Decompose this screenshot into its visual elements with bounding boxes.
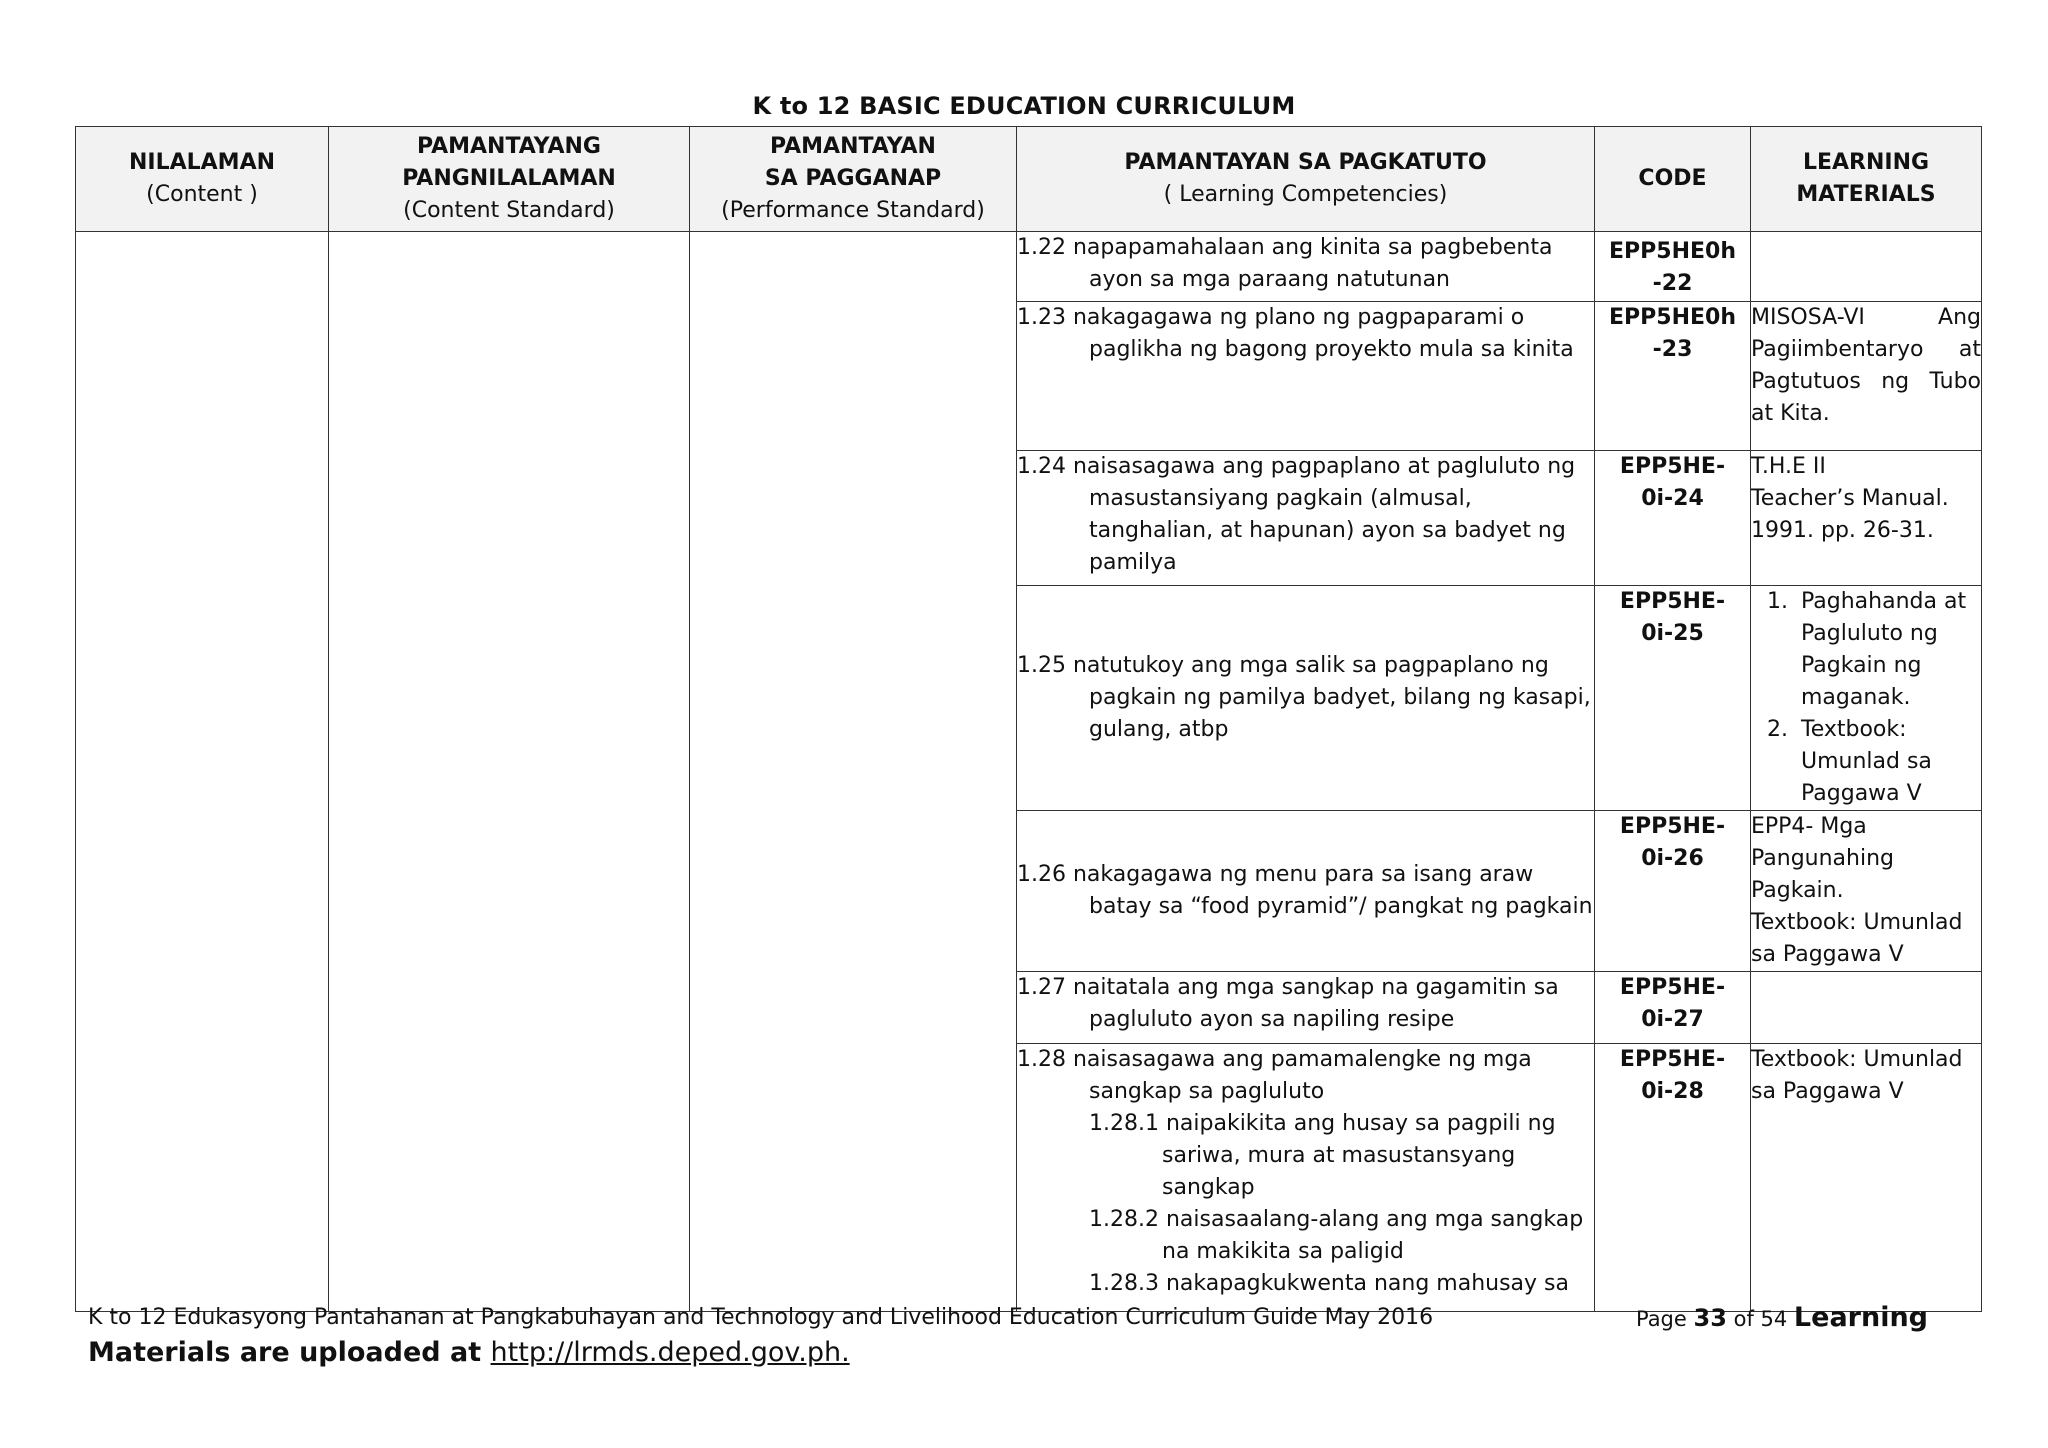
code-line: -23	[1652, 337, 1693, 362]
competency-cell	[1017, 451, 1595, 586]
code-line: 0i-25	[1641, 621, 1704, 646]
header-performance-standard	[690, 127, 1017, 232]
content-cell	[76, 232, 329, 1312]
competency-cell	[1017, 1044, 1595, 1312]
sub-competency: 1.28.3 nakapagkukwenta nang mahusay sa	[1089, 1271, 1569, 1296]
sub-competency: 1.28.2 naisasaalang-alang ang mga sangkap	[1089, 1207, 1584, 1232]
header-materials-title-1: LEARNING	[1802, 150, 1930, 175]
header-content-subtitle: (Content )	[146, 182, 258, 207]
code-cell	[1595, 451, 1751, 586]
code-cell	[1595, 232, 1751, 302]
header-competencies-subtitle: ( Learning Competencies)	[1163, 182, 1448, 207]
header-competencies	[1017, 127, 1595, 232]
competency-text-continued: sangkap sa pagluluto	[1089, 1079, 1325, 1104]
header-performance-standard-title-1: PAMANTAYAN	[770, 134, 936, 159]
materials-line: Textbook: Umunlad sa Paggawa V	[1751, 910, 1963, 967]
competency-text: 1.25 natutukoy ang mga salik sa pagpaplano ng	[1017, 653, 1549, 678]
code-line: EPP5HE-	[1619, 454, 1726, 479]
materials-text: MISOSA-VI Ang Pagiimbentaryo at Pagtutuos ng Tubo at Kita.	[1751, 305, 1981, 426]
materials-text: Textbook: Umunlad sa Paggawa V	[1751, 1047, 1963, 1104]
header-competencies-title: PAMANTAYAN SA PAGKATUTO	[1124, 150, 1487, 175]
header-content-standard-title-1: PAMANTAYANG	[416, 134, 601, 159]
code-line: 0i-26	[1641, 846, 1704, 871]
page-number: 33	[1693, 1304, 1727, 1332]
table-row	[76, 232, 1982, 302]
materials-list	[1751, 586, 1981, 810]
sub-competency: 1.28.1 naipakikita ang husay sa pagpili ng	[1089, 1111, 1556, 1136]
competency-text-continued: masustansiyang pagkain (almusal, tanghalian, at hapunan) ayon sa badyet ng pamilya	[1089, 486, 1566, 575]
competency-cell	[1017, 811, 1595, 972]
materials-cell	[1751, 232, 1982, 302]
materials-cell	[1751, 451, 1982, 586]
materials-line: EPP4- Mga	[1751, 814, 1867, 839]
code-line: EPP5HE0h	[1609, 239, 1736, 264]
competency-text: 1.22 napapamahalaan ang kinita sa pagbebenta	[1017, 235, 1553, 260]
competency-text: 1.28 naisasagawa ang pamamalengke ng mga	[1017, 1047, 1532, 1072]
header-content-standard-title-2: PANGNILALAMAN	[402, 166, 616, 191]
materials-cell	[1751, 972, 1982, 1044]
code-line: EPP5HE-	[1619, 814, 1726, 839]
sub-competency-continued: sariwa, mura at masustansyang sangkap	[1162, 1143, 1516, 1200]
competency-cell	[1017, 972, 1595, 1044]
header-code-title: CODE	[1638, 166, 1707, 191]
learning-word: Learning	[1793, 1302, 1928, 1333]
header-content	[76, 127, 329, 232]
code-line: 0i-27	[1641, 1007, 1704, 1032]
competency-text: 1.23 nakagagawa ng plano ng pagpaparami o	[1017, 305, 1525, 330]
materials-uploaded-text: Materials are uploaded at	[88, 1337, 482, 1368]
materials-line: Pangunahing	[1751, 846, 1894, 871]
code-line: EPP5HE-	[1619, 589, 1726, 614]
code-cell	[1595, 972, 1751, 1044]
page-label: Page	[1635, 1307, 1687, 1331]
code-cell	[1595, 811, 1751, 972]
document-title: K to 12 BASIC EDUCATION CURRICULUM	[752, 92, 1296, 120]
code-line: 0i-24	[1641, 486, 1704, 511]
competency-text-continued: ayon sa mga paraang natutunan	[1089, 267, 1450, 292]
header-content-standard	[329, 127, 690, 232]
materials-line: T.H.E II	[1751, 454, 1826, 479]
curriculum-guide-text: K to 12 Edukasyong Pantahanan at Pangkabuhayan and Technology and Livelihood Education Curriculum Guide May 2016	[88, 1305, 1434, 1330]
code-line: -22	[1652, 271, 1693, 296]
list-item: 2. Textbook: Umunlad sa Paggawa V	[1795, 714, 1981, 810]
competency-cell	[1017, 586, 1595, 811]
competency-text: 1.26 nakagagawa ng menu para sa isang araw	[1017, 862, 1534, 887]
competency-text-continued: paglikha ng bagong proyekto mula sa kinita	[1089, 337, 1574, 362]
header-content-title: NILALAMAN	[128, 150, 276, 175]
header-materials	[1751, 127, 1982, 232]
competency-cell	[1017, 232, 1595, 302]
code-line: EPP5HE-	[1619, 1047, 1726, 1072]
materials-cell	[1751, 586, 1982, 811]
table-header-row	[76, 127, 1982, 232]
header-code	[1595, 127, 1751, 232]
competency-cell	[1017, 302, 1595, 451]
code-cell	[1595, 302, 1751, 451]
materials-cell	[1751, 1044, 1982, 1312]
competency-text-continued: pagkain ng pamilya badyet, bilang ng kasapi, gulang, atbp	[1089, 685, 1591, 742]
code-cell	[1595, 586, 1751, 811]
content-standard-cell	[329, 232, 690, 1312]
materials-line: Pagkain.	[1751, 878, 1844, 903]
materials-cell	[1751, 302, 1982, 451]
competency-text: 1.27 naitatala ang mga sangkap na gagamitin sa	[1017, 975, 1559, 1000]
code-line: EPP5HE0h	[1609, 305, 1736, 330]
code-line: EPP5HE-	[1619, 975, 1726, 1000]
header-performance-standard-title-2: SA PAGGANAP	[764, 166, 942, 191]
page-number-info	[1636, 1302, 1928, 1335]
competency-text-continued: pagluluto ayon sa napiling resipe	[1089, 1007, 1455, 1032]
lrmds-link[interactable]: http://lrmds.deped.gov.ph.	[490, 1337, 850, 1368]
header-content-standard-subtitle: (Content Standard)	[403, 198, 615, 223]
page-footer	[88, 1302, 1928, 1369]
materials-line: 1991. pp. 26-31.	[1751, 518, 1934, 543]
materials-line: Teacher’s Manual.	[1751, 486, 1949, 511]
competency-text: 1.24 naisasagawa ang pagpaplano at pagluluto ng	[1017, 454, 1576, 479]
materials-cell	[1751, 811, 1982, 972]
curriculum-table	[75, 126, 1982, 1312]
competency-text-continued: batay sa “food pyramid”/ pangkat ng pagkain	[1089, 894, 1593, 919]
sub-competency-continued: na makikita sa paligid	[1162, 1239, 1404, 1264]
code-line: 0i-28	[1641, 1079, 1704, 1104]
code-cell	[1595, 1044, 1751, 1312]
performance-standard-cell	[690, 232, 1017, 1312]
header-performance-standard-subtitle: (Performance Standard)	[721, 198, 985, 223]
page-total: of 54	[1733, 1307, 1788, 1331]
list-item: 1. Paghahanda at Pagluluto ng Pagkain ng maganak.	[1795, 586, 1981, 714]
header-materials-title-2: MATERIALS	[1796, 182, 1936, 207]
